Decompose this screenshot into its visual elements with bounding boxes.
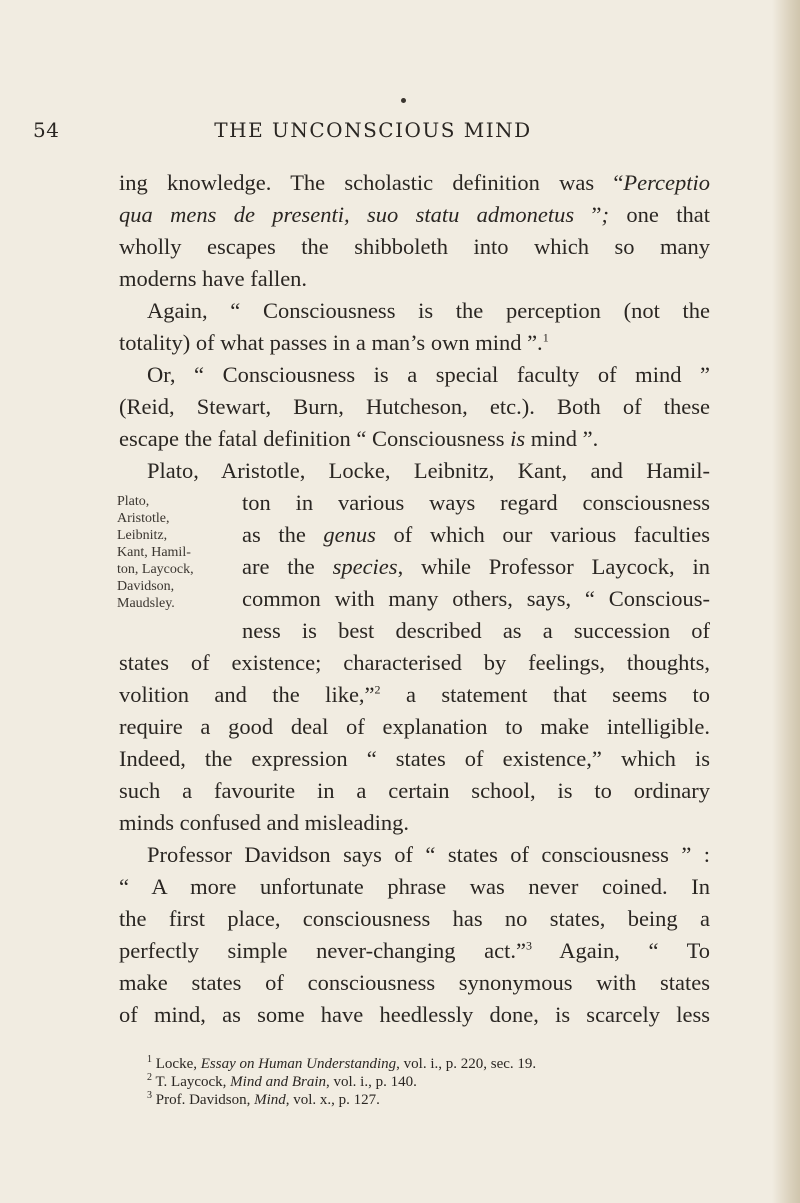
text-line: Again, “ Consciousness is the perception (not the (147, 298, 710, 323)
text-line: states of existence; characterised by feelings, thoughts, (119, 650, 710, 675)
text-line: Or, “ Consciousness is a special faculty of mind ” (147, 362, 710, 387)
text-line: Professor Davidson says of “ states of consciousness ” : (147, 842, 710, 867)
text-line: wholly escapes the shibboleth into which so many (119, 234, 710, 259)
print-dot (401, 98, 406, 103)
text-line: ton in various ways regard consciousness (242, 490, 710, 515)
sidenote-line: ton, Laycock, (117, 562, 194, 577)
text-line: are the species, while Professor Laycock, in (242, 554, 710, 579)
running-title: THE UNCONSCIOUS MIND (214, 118, 532, 142)
text-line: (Reid, Stewart, Burn, Hutcheson, etc.). Both of these (119, 394, 710, 419)
text-line: escape the fatal definition “ Consciousness is mind ”. (119, 426, 599, 451)
text-line: “ A more unfortunate phrase was never coined. In (119, 874, 710, 899)
sidenote-line: Plato, (117, 494, 150, 509)
text-line: qua mens de presenti, suo statu admonetus ”; one that (119, 202, 710, 227)
text-line: the first place, consciousness has no states, being a (119, 906, 710, 931)
text-line: totality) of what passes in a man’s own mind ”.$^1$ (119, 330, 549, 355)
footnote: $^1$ Locke, Essay on Human Understanding, vol. i., p. 220, sec. 19. (147, 1054, 537, 1072)
text-line: common with many others, says, “ Conscious- (242, 586, 710, 611)
text-line: Indeed, the expression “ states of existence,” which is (119, 746, 710, 771)
sidenote-line: Aristotle, (117, 511, 170, 526)
footnote-ref: 2 (374, 682, 381, 697)
footnote: $^3$ Prof. Davidson, Mind, vol. x., p. 127. (147, 1090, 380, 1108)
text-line: perfectly simple never-changing act.”$^3$ Again, “ To (119, 938, 711, 963)
text-line: as the genus of which our various faculties (242, 522, 711, 547)
text-line: Plato, Aristotle, Locke, Leibnitz, Kant, and Hamil- (147, 458, 710, 483)
sidenote-line: Davidson, (117, 579, 175, 594)
sidenote-line: Leibnitz, (117, 528, 168, 543)
text-line: require a good deal of explanation to make intelligible. (119, 714, 710, 739)
text-line: volition and the like,”$^2$ a statement that seems to (119, 682, 710, 707)
text-line: of mind, as some have heedlessly done, is scarcely less (119, 1002, 710, 1027)
footnote-ref: 1 (542, 330, 549, 345)
text-line: such a favourite in a certain school, is to ordinary (119, 778, 710, 803)
text-line: moderns have fallen. (119, 266, 308, 291)
text-line: make states of consciousness synonymous with states (119, 970, 710, 995)
footnote: $^2$ T. Laycock, Mind and Brain, vol. i., p. 140. (147, 1072, 417, 1090)
page-edge-shadow (772, 0, 800, 1203)
page-number: 54 (33, 118, 60, 142)
sidenote-line: Maudsley. (117, 596, 175, 611)
text-line: ing knowledge. The scholastic definition was “Perceptio (119, 170, 710, 195)
sidenote-line: Kant, Hamil- (117, 545, 191, 560)
footnote-ref: 3 (525, 938, 532, 953)
margin-sidenote (117, 493, 237, 612)
text-line: ness is best described as a succession of (242, 618, 710, 643)
text-line: minds confused and misleading. (119, 810, 409, 835)
